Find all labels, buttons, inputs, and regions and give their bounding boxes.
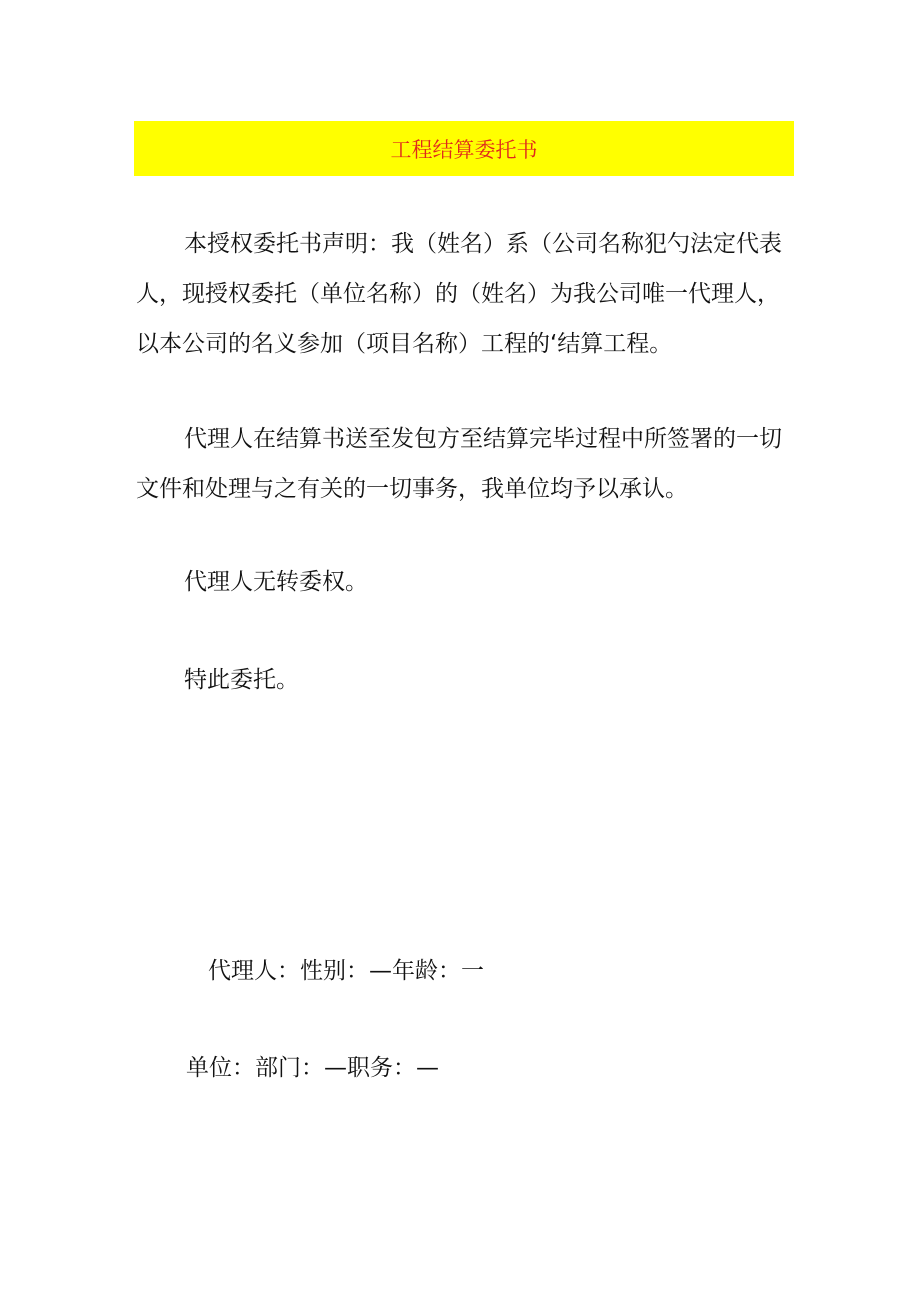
paragraph-closing: 特此委托。 bbox=[184, 667, 299, 693]
title-banner bbox=[134, 121, 794, 176]
unit-info-line: 单位：部门：—职务：— bbox=[186, 1055, 439, 1081]
paragraph-scope: 代理人在结算书送至发包方至结算完毕过程中所签署的一切文件和处理与之有关的一切事务，我单位均予以承认。 bbox=[136, 426, 782, 502]
paragraph-declaration: 本授权委托书声明：我（姓名）系（公司名称犯勺法定代表人，现授权委托（单位名称）的（姓名）为我公司唯一代理人，以本公司的名义参加（项目名称）工程的‘结算工程。 bbox=[136, 231, 782, 357]
paragraph-no-subdelegation: 代理人无转委权。 bbox=[184, 569, 368, 595]
document-title: 工程结算委托书 bbox=[390, 137, 538, 162]
agent-info-line: 代理人：性别：—年龄：一 bbox=[208, 958, 484, 984]
